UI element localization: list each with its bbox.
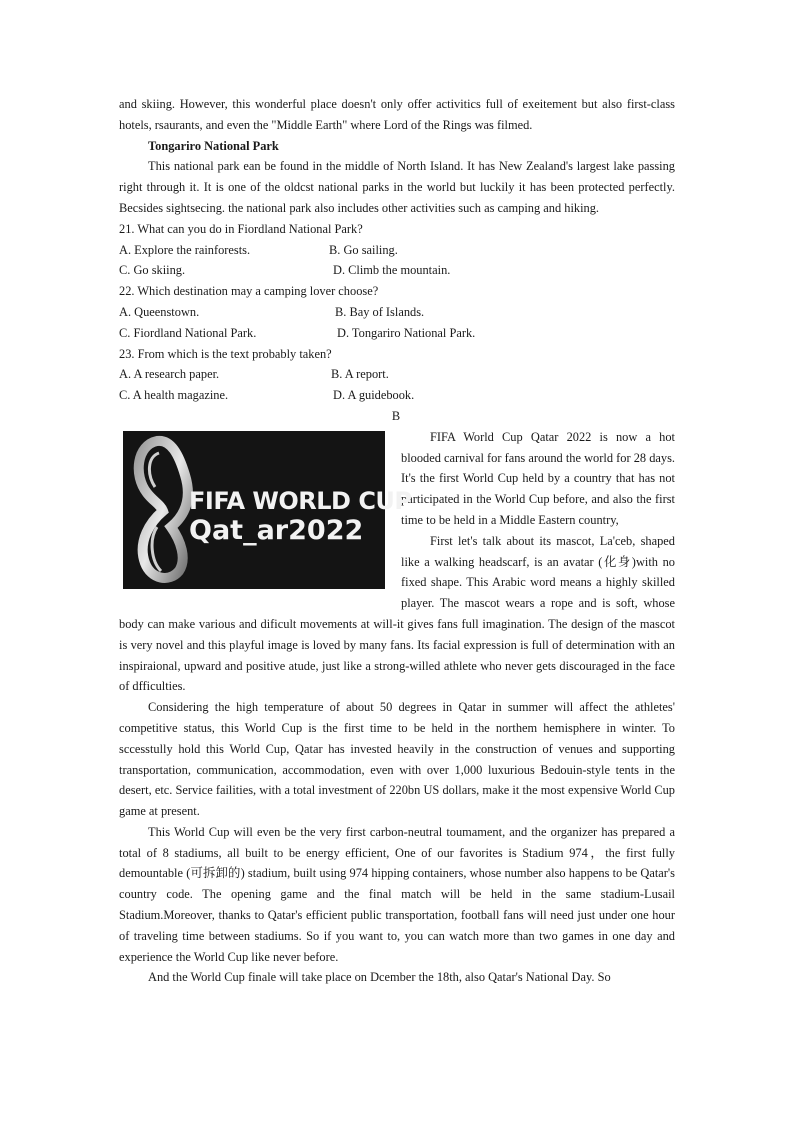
option-a: A. A research paper.: [119, 367, 220, 382]
passage-paragraph: Considering the high temperature of about 50 degrees in Qatar in summer will affect the athletes' competitive status, this World Cup is the first time to be held in the northem hemisphere in winter. To sccesstully hold this World Cup, Qatar has invested heavily in the construction of venues and supporting transportation, communication, accommodation, even with over 1,000 luxurious Bedouin-style tents in the desert, etc. Service failities, with a total investment of 220bn US dollars, make it the most expensive World Cup game at present.: [119, 700, 675, 819]
option-d: D. A guidebook.: [333, 388, 415, 403]
question-21: [119, 219, 675, 281]
question-stem: 23. From which is the text probably taken?: [119, 346, 332, 361]
logo-title: FIFA WORLD CUP: [189, 486, 412, 515]
option-d: D. Tongariro National Park.: [337, 325, 476, 340]
fifa-world-cup-logo-image: [123, 431, 412, 589]
option-a: A. Queenstown.: [119, 304, 200, 319]
question-stem: 21. What can you do in Fiordland National Park?: [119, 221, 363, 236]
park-heading: Tongariro National Park: [148, 138, 279, 153]
passage-paragraph: FIFA World Cup Qatar 2022 is now a hot blooded carnival for fans around the world for 28 days. It's the first World Cup held by a country that has not participated in the World Cup before, and also the first time to be held in a Middle Eastern country,: [401, 429, 675, 527]
park-paragraph: This national park ean be found in the middle of North Island. It has New Zealand's largest lake passing right through it. It is one of the oldcst national parks in the world but luckily it has been protected perfectly. Becsides sightsecing. the national park also includes other activities such as camping and hiking.: [119, 159, 675, 215]
question-stem: 22. Which destination may a camping lover choose?: [119, 284, 379, 299]
option-c: C. A health magazine.: [119, 388, 229, 403]
passage-paragraph: First let's talk about its mascot, La'ceb, shaped like a walking headscarf, is an avatar (化身)with no fixed shape. This Arabic word means a highly skilled player. The mascot wears a rope and is soft, whose body can make various and dificult movements at will-it gives fans full imagination. The design of the mascot is very novel and this playful image is loved by many fans. Its facial expression is full of determination with an inspiraional, upward and positive atude, just like a strong-willed athlete who never gets discouraged in the face of dfficulties.: [119, 533, 675, 694]
option-c: C. Fiordland National Park.: [119, 325, 257, 340]
passage-paragraph: This World Cup will even be the very first carbon-neutral toumament, and the organizer has prepared a total of 8 stadiums, all built to be energy efficient, One of our favorites is Stadium 974，the first fully demountable (可拆卸的) stadium, built using 974 hipping containers, whose number also happens to be Qatar's country code. The opening game and the final match will be held in the same stadium-Lusail Stadium.Moreover, thanks to Qatar's efficient public transportation, football fans will need just under one hour of traveling time between stadiums. So if you want to, you can watch more than two games in one day and experience the World Cup like never before.: [119, 824, 675, 964]
intro-paragraph: and skiing. However, this wonderful place doesn't only offer activitics full of exeitement but also first-class hotels, rsaurants, and even the "Middle Earth" where Lord of the Rings was filmed.: [119, 97, 675, 132]
option-b: B. Go sailing.: [329, 242, 398, 257]
option-b: B. A report.: [331, 367, 389, 382]
exam-page: [119, 94, 675, 988]
option-d: D. Climb the mountain.: [333, 263, 451, 278]
logo-subtitle: Qat_ar2022: [189, 514, 364, 546]
passage-paragraph: And the World Cup finale will take place on Dcember the 18th, also Qatar's National Day. So: [148, 970, 611, 985]
option-a: A. Explore the rainforests.: [119, 242, 251, 257]
question-22: [119, 281, 675, 343]
option-b: B. Bay of Islands.: [335, 304, 425, 319]
option-c: C. Go skiing.: [119, 263, 186, 278]
section-label: B: [391, 408, 401, 423]
question-23: [119, 344, 675, 406]
